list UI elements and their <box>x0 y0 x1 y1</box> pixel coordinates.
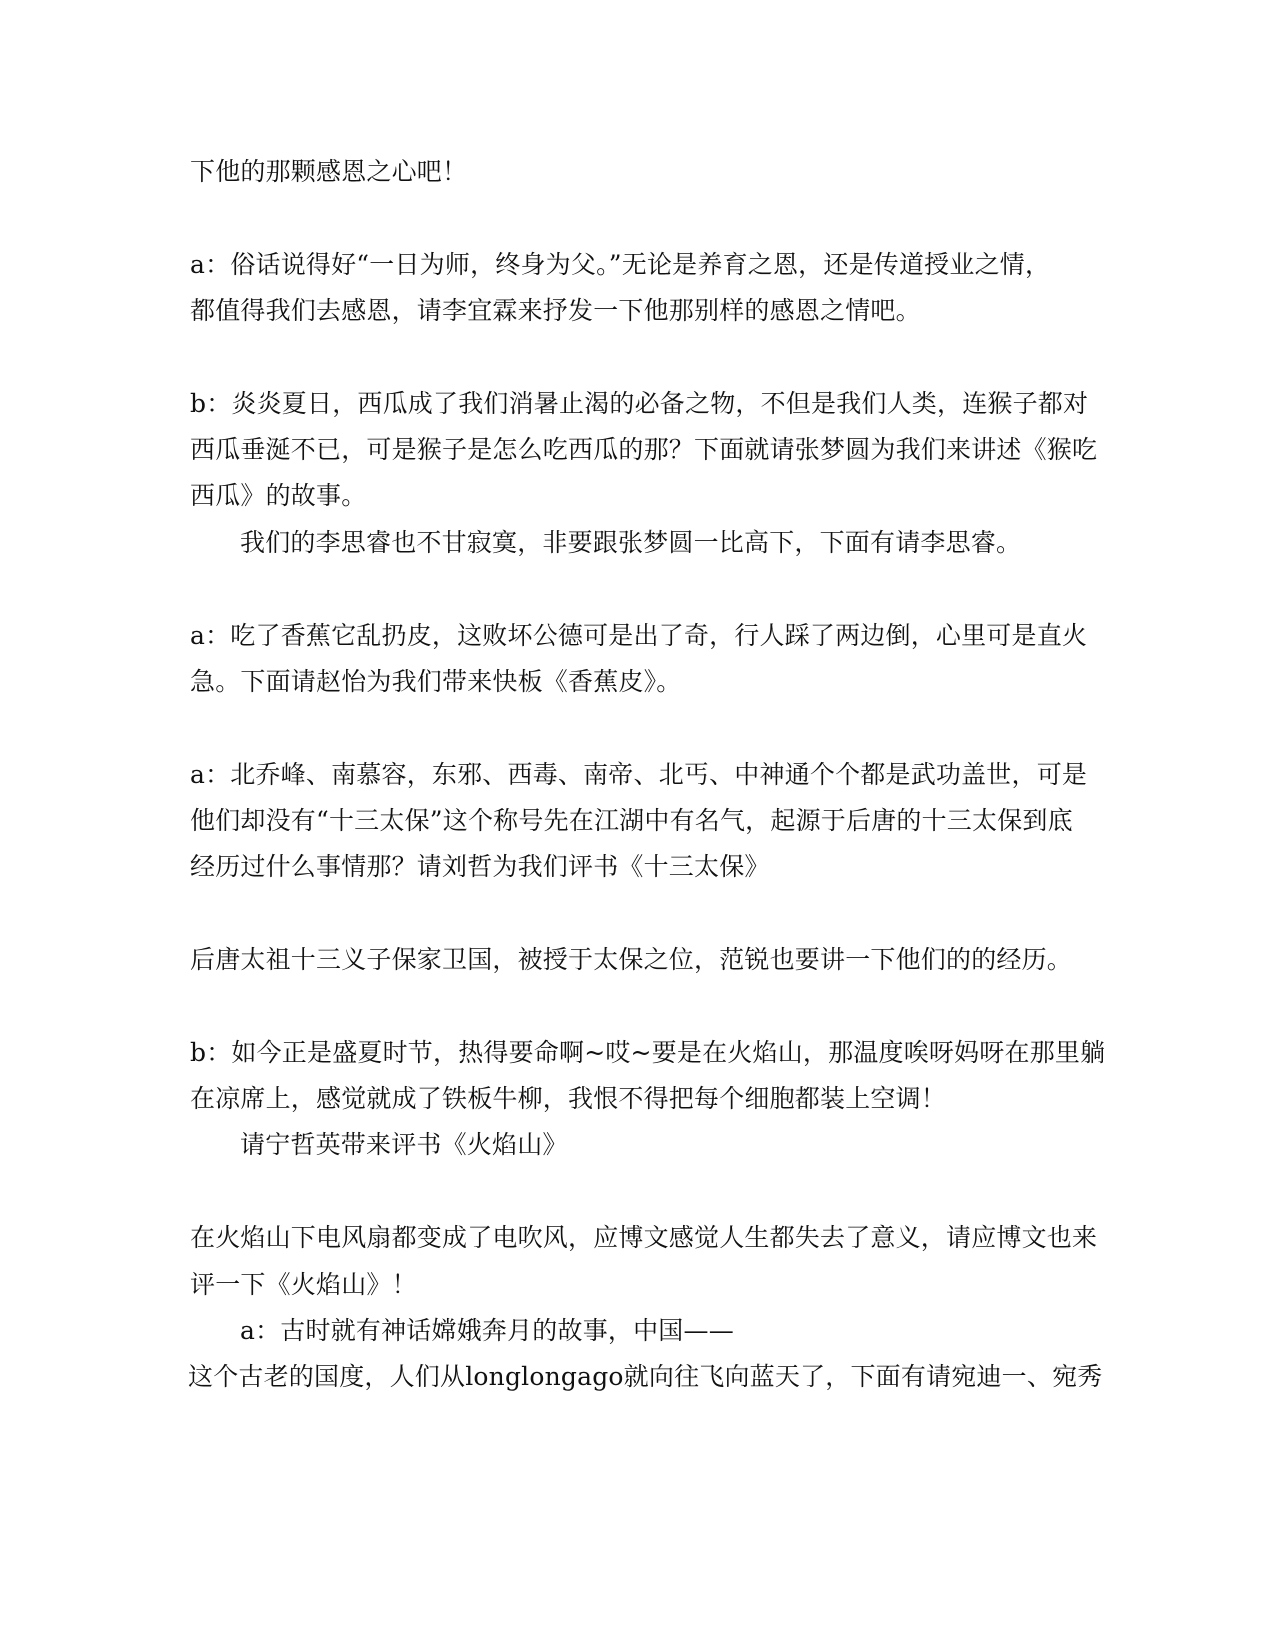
text-line-4: b：炎炎夏日，西瓜成了我们消暑止渴的必备之物，不但是我们人类，连猴子都对 <box>190 389 1089 418</box>
text-line-19: a：古时就有神话嫦娥奔月的故事，中国—— <box>240 1316 734 1345</box>
text-line-18: 评一下《火焰山》！ <box>190 1270 417 1299</box>
text-line-16: 请宁哲英带来评书《火焰山》 <box>240 1130 568 1159</box>
text-line-10: a：北乔峰、南慕容，东邪、西毒、南帝、北丐、中神通个个都是武功盖世，可是 <box>190 760 1088 789</box>
text-line-6: 西瓜》的故事。 <box>190 481 367 510</box>
text-line-17: 在火焰山下电风扇都变成了电吹风，应博文感觉人生都失去了意义，请应博文也来 <box>190 1223 1098 1252</box>
text-line-20: 这个古老的国度，人们从longlongago就向往飞向蓝天了，下面有请宛迪一、宛秀 <box>188 1362 1103 1391</box>
text-line-1: 下他的那颗感恩之心吧！ <box>190 157 468 186</box>
text-line-11: 他们却没有“十三太保”这个称号先在江湖中有名气，起源于后唐的十三太保到底 <box>190 806 1073 835</box>
text-line-7: 我们的李思睿也不甘寂寞，非要跟张梦圆一比高下，下面有请李思睿。 <box>240 528 1022 557</box>
text-line-8: a：吃了香蕉它乱扔皮，这败坏公德可是出了奇，行人踩了两边倒，心里可是直火 <box>190 621 1088 650</box>
text-line-12: 经历过什么事情那？请刘哲为我们评书《十三太保》 <box>190 852 770 881</box>
text-line-14: b：如今正是盛夏时节，热得要命啊~哎~要是在火焰山，那温度唉呀妈呀在那里躺 <box>190 1038 1106 1067</box>
text-line-9: 急。下面请赵怡为我们带来快板《香蕉皮》。 <box>190 667 682 696</box>
text-line-13: 后唐太祖十三义子保家卫国，被授于太保之位，范锐也要讲一下他们的的经历。 <box>190 945 1073 974</box>
text-line-2: a：俗话说得好“一日为师，终身为父。”无论是养育之恩，还是传道授业之情， <box>190 250 1051 279</box>
text-line-15: 在凉席上，感觉就成了铁板牛柳，我恨不得把每个细胞都装上空调！ <box>190 1084 947 1113</box>
text-line-5: 西瓜垂涎不已，可是猴子是怎么吃西瓜的那？下面就请张梦圆为我们来讲述《猴吃 <box>190 435 1098 464</box>
text-line-3: 都值得我们去感恩，请李宜霖来抒发一下他那别样的感恩之情吧。 <box>190 296 921 325</box>
